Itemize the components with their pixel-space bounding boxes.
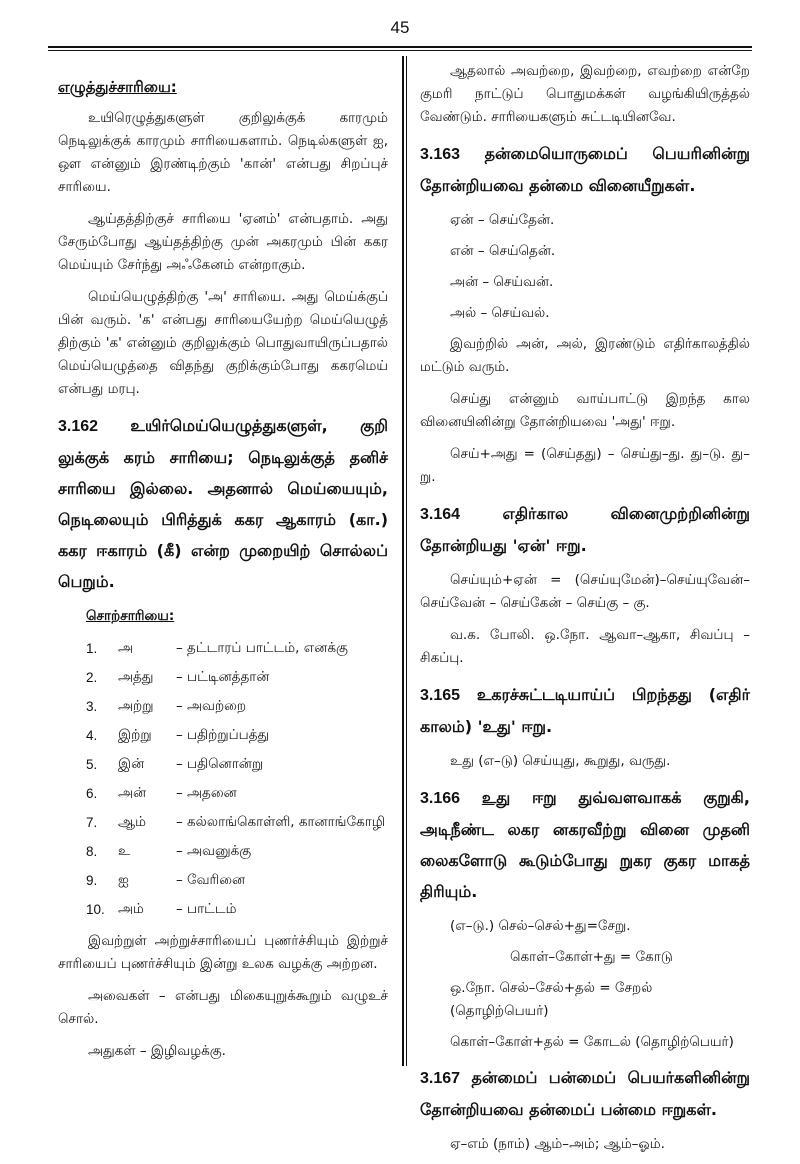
item-suffix: இற்று: [118, 727, 152, 743]
paragraph: அவைகள் – என்பது மிகையுறுக்கூறும் வழுஉச் சொல்.: [58, 988, 388, 1027]
item-number: 2.: [86, 670, 98, 685]
paragraph: ஆதலால் அவற்றை, இவற்றை, எவற்றை என்றே குமரி நாட்டுப் பொதுமக்கள் வழங்கியிருத்தல் வேண்டும். சாரியைகளும் சுட்டடியினவே.: [420, 63, 750, 125]
item-suffix: அற்று: [118, 698, 154, 714]
item-suffix: அத்து: [118, 669, 154, 685]
item-example: – பாட்டம்: [176, 901, 237, 917]
item-suffix: உ: [118, 843, 131, 859]
example-line: அல் – செய்வல்.: [450, 305, 550, 321]
list-item: [86, 721, 388, 750]
rule-text: உயிர்மெய்யெழுத்துகளுள், குறி லுக்குக் கரம் சாரியை; நெடிலுக்குத் தனிச் சாரியை இல்லை. அதனால் மெய்யையும், நெடிலையும் பிரித்துக் ககர ஆகாரம் (கா.) ககர ஈகாரம் (கீ) என்ற முறையிற் சொல்லப் பெறும்.: [58, 416, 388, 591]
column-divider-inner: [406, 56, 407, 1066]
example-line: அன் – செய்வன்.: [450, 274, 554, 290]
item-example: – அவற்றை: [176, 698, 247, 714]
item-example: – பதிற்றுப்பத்து: [176, 727, 270, 743]
rule-3-165: [420, 679, 750, 742]
item-example: – பதினொன்று: [176, 756, 264, 772]
item-suffix: ஐ: [118, 872, 129, 888]
item-suffix: அன்: [118, 785, 147, 801]
rule-3-167: [420, 1062, 750, 1125]
item-suffix: அம்: [118, 901, 144, 917]
list-item: [86, 837, 388, 866]
list-item: [86, 808, 388, 837]
item-number: 7.: [86, 815, 98, 830]
rule-number: 3.167: [420, 1070, 461, 1087]
rule-3-162: [58, 410, 388, 597]
item-suffix: அ: [118, 640, 134, 656]
rule-number: 3.163: [420, 146, 461, 163]
example-line: ஏ–எம் (நாம்) ஆம்–அம்; ஆம்–ஓம்.: [450, 1136, 665, 1152]
sub-heading: சொற்சாரியை:: [86, 608, 175, 624]
list-item: [86, 692, 388, 721]
column-divider: [402, 56, 404, 1066]
rule-3-163: [420, 138, 750, 201]
list-item: [86, 866, 388, 895]
item-example: – கல்லாங்கொள்ளி, கானாங்கோழி: [176, 814, 386, 830]
section-heading: எழுத்துச்சாரியை:: [58, 78, 177, 96]
rule-text: தன்மையொருமைப் பெயரினின்று தோன்றியவை தன்மை வினையீறுகள்.: [420, 144, 750, 195]
item-number: 5.: [86, 757, 98, 772]
paragraph: இவற்றுள் அற்றுச்சாரியைப் புணர்ச்சியும் இற்றுச் சாரியைப் புணர்ச்சியும் இன்று உலக வழக்கு அற்றன.: [58, 933, 388, 972]
item-suffix: ஆம்: [118, 814, 146, 830]
item-number: 9.: [86, 873, 98, 888]
example-line: கொள்–கோள்+து = கோடு: [510, 949, 673, 965]
rule-3-166: [420, 782, 750, 907]
rule-number: 3.164: [420, 506, 461, 523]
item-example: – பட்டினத்தான்: [176, 669, 270, 685]
list-item: [86, 663, 388, 692]
paragraph: இவற்றில் அன், அல், இரண்டும் எதிர்காலத்தில் மட்டும் வரும்.: [420, 336, 750, 375]
list-item: [86, 895, 388, 924]
item-number: 8.: [86, 844, 98, 859]
item-example: – அவனுக்கு: [176, 843, 252, 859]
list-item: [86, 634, 388, 663]
paragraph: உது (எ–டு) செய்யுது, கூறுது, வருது.: [450, 753, 671, 769]
item-number: 1.: [86, 641, 98, 656]
rule-text: தன்மைப் பன்மைப் பெயர்களினின்று தோன்றியவை தன்மைப் பன்மை ஈறுகள்.: [420, 1068, 750, 1119]
list-item: [86, 750, 388, 779]
paragraph: செய்து என்னும் வாய்பாட்டு இறந்த கால வினையினின்று தோன்றியவை 'அது' ஈறு.: [420, 391, 750, 430]
paragraph: மெய்யெழுத்திற்கு 'அ' சாரியை. அது மெய்க்குப் பின் வரும். 'க' என்பது சாரியையேற்ற மெய்யெழுத் திற்கும் 'க' என்னும் குறிலுக்கும் பொதுவாயிருப்பதால் மெய்யெழுத்தை விதந்து குறிக்கும்போது ககரமெய் என்பது மரபு.: [58, 289, 388, 397]
paragraph: அதுகள் – இழிவழக்கு.: [88, 1043, 226, 1059]
example-line: (எ–டு.) செல்–செல்+து=சேறு.: [450, 918, 631, 934]
item-suffix: இன்: [118, 756, 145, 772]
example-line: ஏன் – செய்தேன்.: [450, 212, 555, 228]
example-line: என் – செய்தென்.: [450, 243, 556, 259]
paragraph: செய்யும்+ஏன் = (செய்யுமேன்)–செய்யுவேன்– செய்வேன் – செய்கேன் – செய்கு – கு.: [420, 572, 750, 611]
rule-number: 3.165: [420, 687, 461, 704]
rule-underlined-term: உது: [481, 788, 511, 807]
item-number: 4.: [86, 728, 98, 743]
item-number: 3.: [86, 699, 98, 714]
paragraph: செய்+அது = (செய்தது) – செய்து–து. து–டு. து–று.: [420, 446, 750, 485]
paragraph: உயிரெழுத்துகளுள் குறிலுக்குக் காரமும் நெடிலுக்குக் காரமும் சாரியைகளாம். நெடில்களுள் ஐ, ஔ என்னும் இரண்டிற்கும் 'கான்' என்பது சிறப்புச் சாரியை.: [58, 110, 388, 195]
item-number: 6.: [86, 786, 98, 801]
rule-text: எதிர்கால வினைமுற்றினின்று தோன்றியது 'ஏன்' ஈறு.: [420, 504, 750, 555]
item-example: – வேரினை: [176, 872, 246, 888]
header-rule: [48, 46, 752, 48]
rule-text: உகரச்சுட்டடியாய்ப் பிறந்தது (எதிர் காலம்) 'உது' ஈறு.: [420, 685, 750, 736]
paragraph: வ.க. போலி. ஒ.நோ. ஆவா–ஆகா, சிவப்பு – சிகப்பு.: [420, 627, 750, 666]
paragraph: ஆய்தத்திற்குச் சாரியை 'ஏனம்' என்பதாம். அது சேரும்போது ஆய்தத்திற்கு முன் அகரமும் பின் ககர மெய்யும் சேர்ந்து அஃகேனம் என்றாகும்.: [58, 211, 388, 273]
example-line: ஒ.நோ. செல்–சேல்+தல் = சேறல் (தொழிற்பெயர்): [450, 980, 653, 1019]
rule-3-164: [420, 498, 750, 561]
item-number: 10.: [86, 902, 105, 917]
page-number: 45: [390, 18, 410, 37]
item-example: – தட்டாரப் பாட்டம், எனக்கு: [176, 640, 348, 656]
rule-number: 3.166: [420, 790, 461, 807]
right-column: [420, 60, 750, 1164]
left-column: [58, 60, 388, 1072]
example-line: கொள்–கோள்+தல் = கோடல் (தொழிற்பெயர்): [450, 1034, 734, 1050]
rule-number: 3.162: [58, 418, 99, 435]
sariyai-list: [86, 634, 388, 924]
header-rule-inner: [48, 50, 752, 51]
item-example: – அதனை: [176, 785, 237, 801]
rule-text: ஈறு துவ்வளவாகக் குறுகி, அடிநீண்ட லகர னகரவீற்று வினை முதனி லைகளோடு கூடும்போது றுகர குகர மாகத் திரியும்.: [420, 788, 750, 901]
list-item: [86, 779, 388, 808]
